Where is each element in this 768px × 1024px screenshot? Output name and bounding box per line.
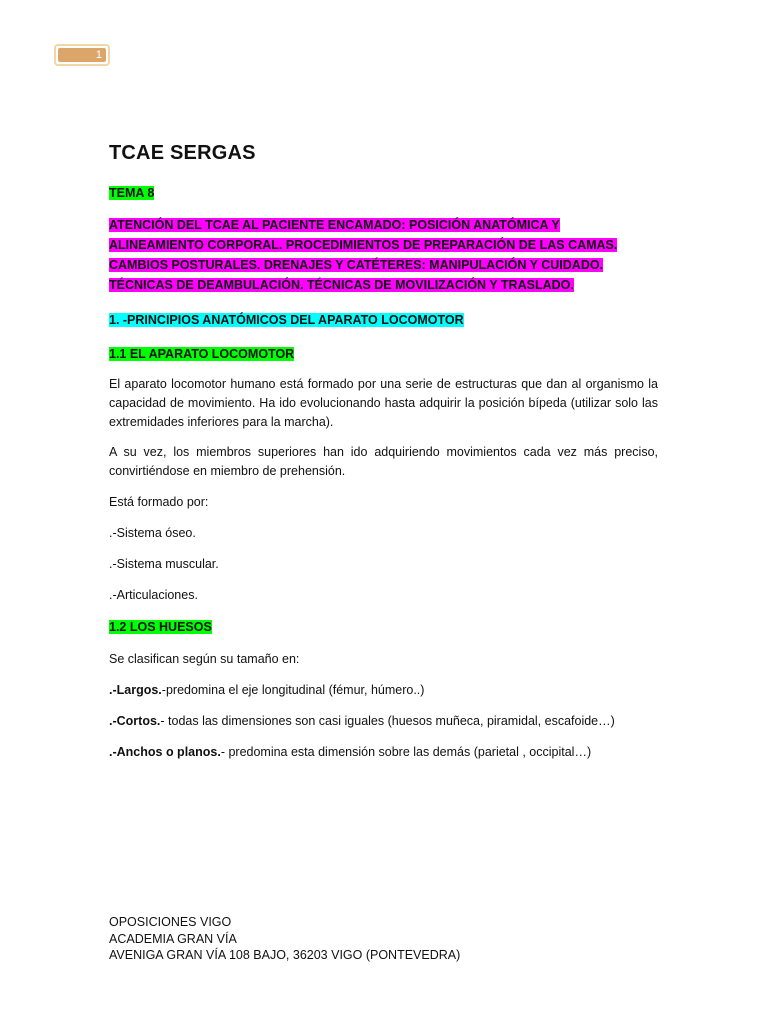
system-item: .-Sistema óseo. <box>109 526 196 540</box>
bone-type-desc: -predomina el eje longitudinal (fémur, húmero..) <box>161 683 425 697</box>
subject-line-text: ATENCIÓN DEL TCAE AL PACIENTE ENCAMADO: POSICIÓN ANATÓMICA Y <box>109 218 560 232</box>
footer-line: ACADEMIA GRAN VÍA <box>109 931 237 946</box>
footer-line: OPOSICIONES VIGO <box>109 915 232 929</box>
subject-line <box>109 255 658 275</box>
section-1-2-text: 1.2 LOS HUESOS <box>109 620 212 634</box>
section-1-1-heading <box>109 344 294 364</box>
system-item: .-Articulaciones. <box>109 588 198 602</box>
page-footer <box>109 914 460 964</box>
bone-type-desc: - predomina esta dimensión sobre las demás (parietal , occipital…) <box>220 745 592 759</box>
subject-line <box>109 275 658 295</box>
subject-line-text: ALINEAMIENTO CORPORAL. PROCEDIMIENTOS DE PREPARACIÓN DE LAS CAMAS. <box>109 238 618 252</box>
bone-type-desc: - todas las dimensiones son casi iguales (huesos muñeca, piramidal, escafoide…) <box>160 714 615 728</box>
bone-type-term: .-Largos. <box>109 683 162 697</box>
subject-block <box>109 215 658 295</box>
clasifican-text: Se clasifican según su tamaño en: <box>109 652 300 666</box>
subject-line <box>109 215 658 235</box>
tema-label: TEMA 8 <box>109 186 155 200</box>
section-1-heading <box>109 310 464 330</box>
subject-line-text: TÉCNICAS DE DEAMBULACIÓN. TÉCNICAS DE MOVILIZACIÓN Y TRASLADO. <box>109 278 574 292</box>
formado-por-text: Está formado por: <box>109 495 209 509</box>
subject-line-text: CAMBIOS POSTURALES. DRENAJES Y CATÉTERES: MANIPULACIÓN Y CUIDADO. <box>109 258 604 272</box>
section-1-2-heading <box>109 617 212 637</box>
document-title: TCAE SERGAS <box>109 142 256 164</box>
bone-type-item <box>109 681 424 700</box>
page-number-badge <box>54 44 110 66</box>
tema-heading <box>109 183 154 203</box>
paragraph-aparato-locomotor: El aparato locomotor humano está formado por una serie de estructuras que dan al organismo la capacidad de movimiento. Ha ido evolucionando hasta adquirir la posición bípeda (utilizar solo las extremidades inferiores para la marcha). <box>109 377 658 429</box>
section-1-text: 1. -PRINCIPIOS ANATÓMICOS DEL APARATO LOCOMOTOR <box>109 313 464 327</box>
subject-line <box>109 235 658 255</box>
system-item: .-Sistema muscular. <box>109 557 219 571</box>
bone-type-term: .-Cortos. <box>109 714 161 728</box>
footer-line: AVENIGA GRAN VÍA 108 BAJO, 36203 VIGO (PONTEVEDRA) <box>109 948 461 962</box>
bone-type-item <box>109 712 615 731</box>
page-number: 1 <box>95 49 102 61</box>
bone-type-item <box>109 743 591 762</box>
section-1-1-text: 1.1 EL APARATO LOCOMOTOR <box>109 347 295 361</box>
bone-type-term: .-Anchos o planos. <box>109 745 221 759</box>
paragraph-miembros-superiores: A su vez, los miembros superiores han ido adquiriendo movimientos cada vez más preciso, convirtiéndose en miembro de prehensión. <box>109 445 658 478</box>
